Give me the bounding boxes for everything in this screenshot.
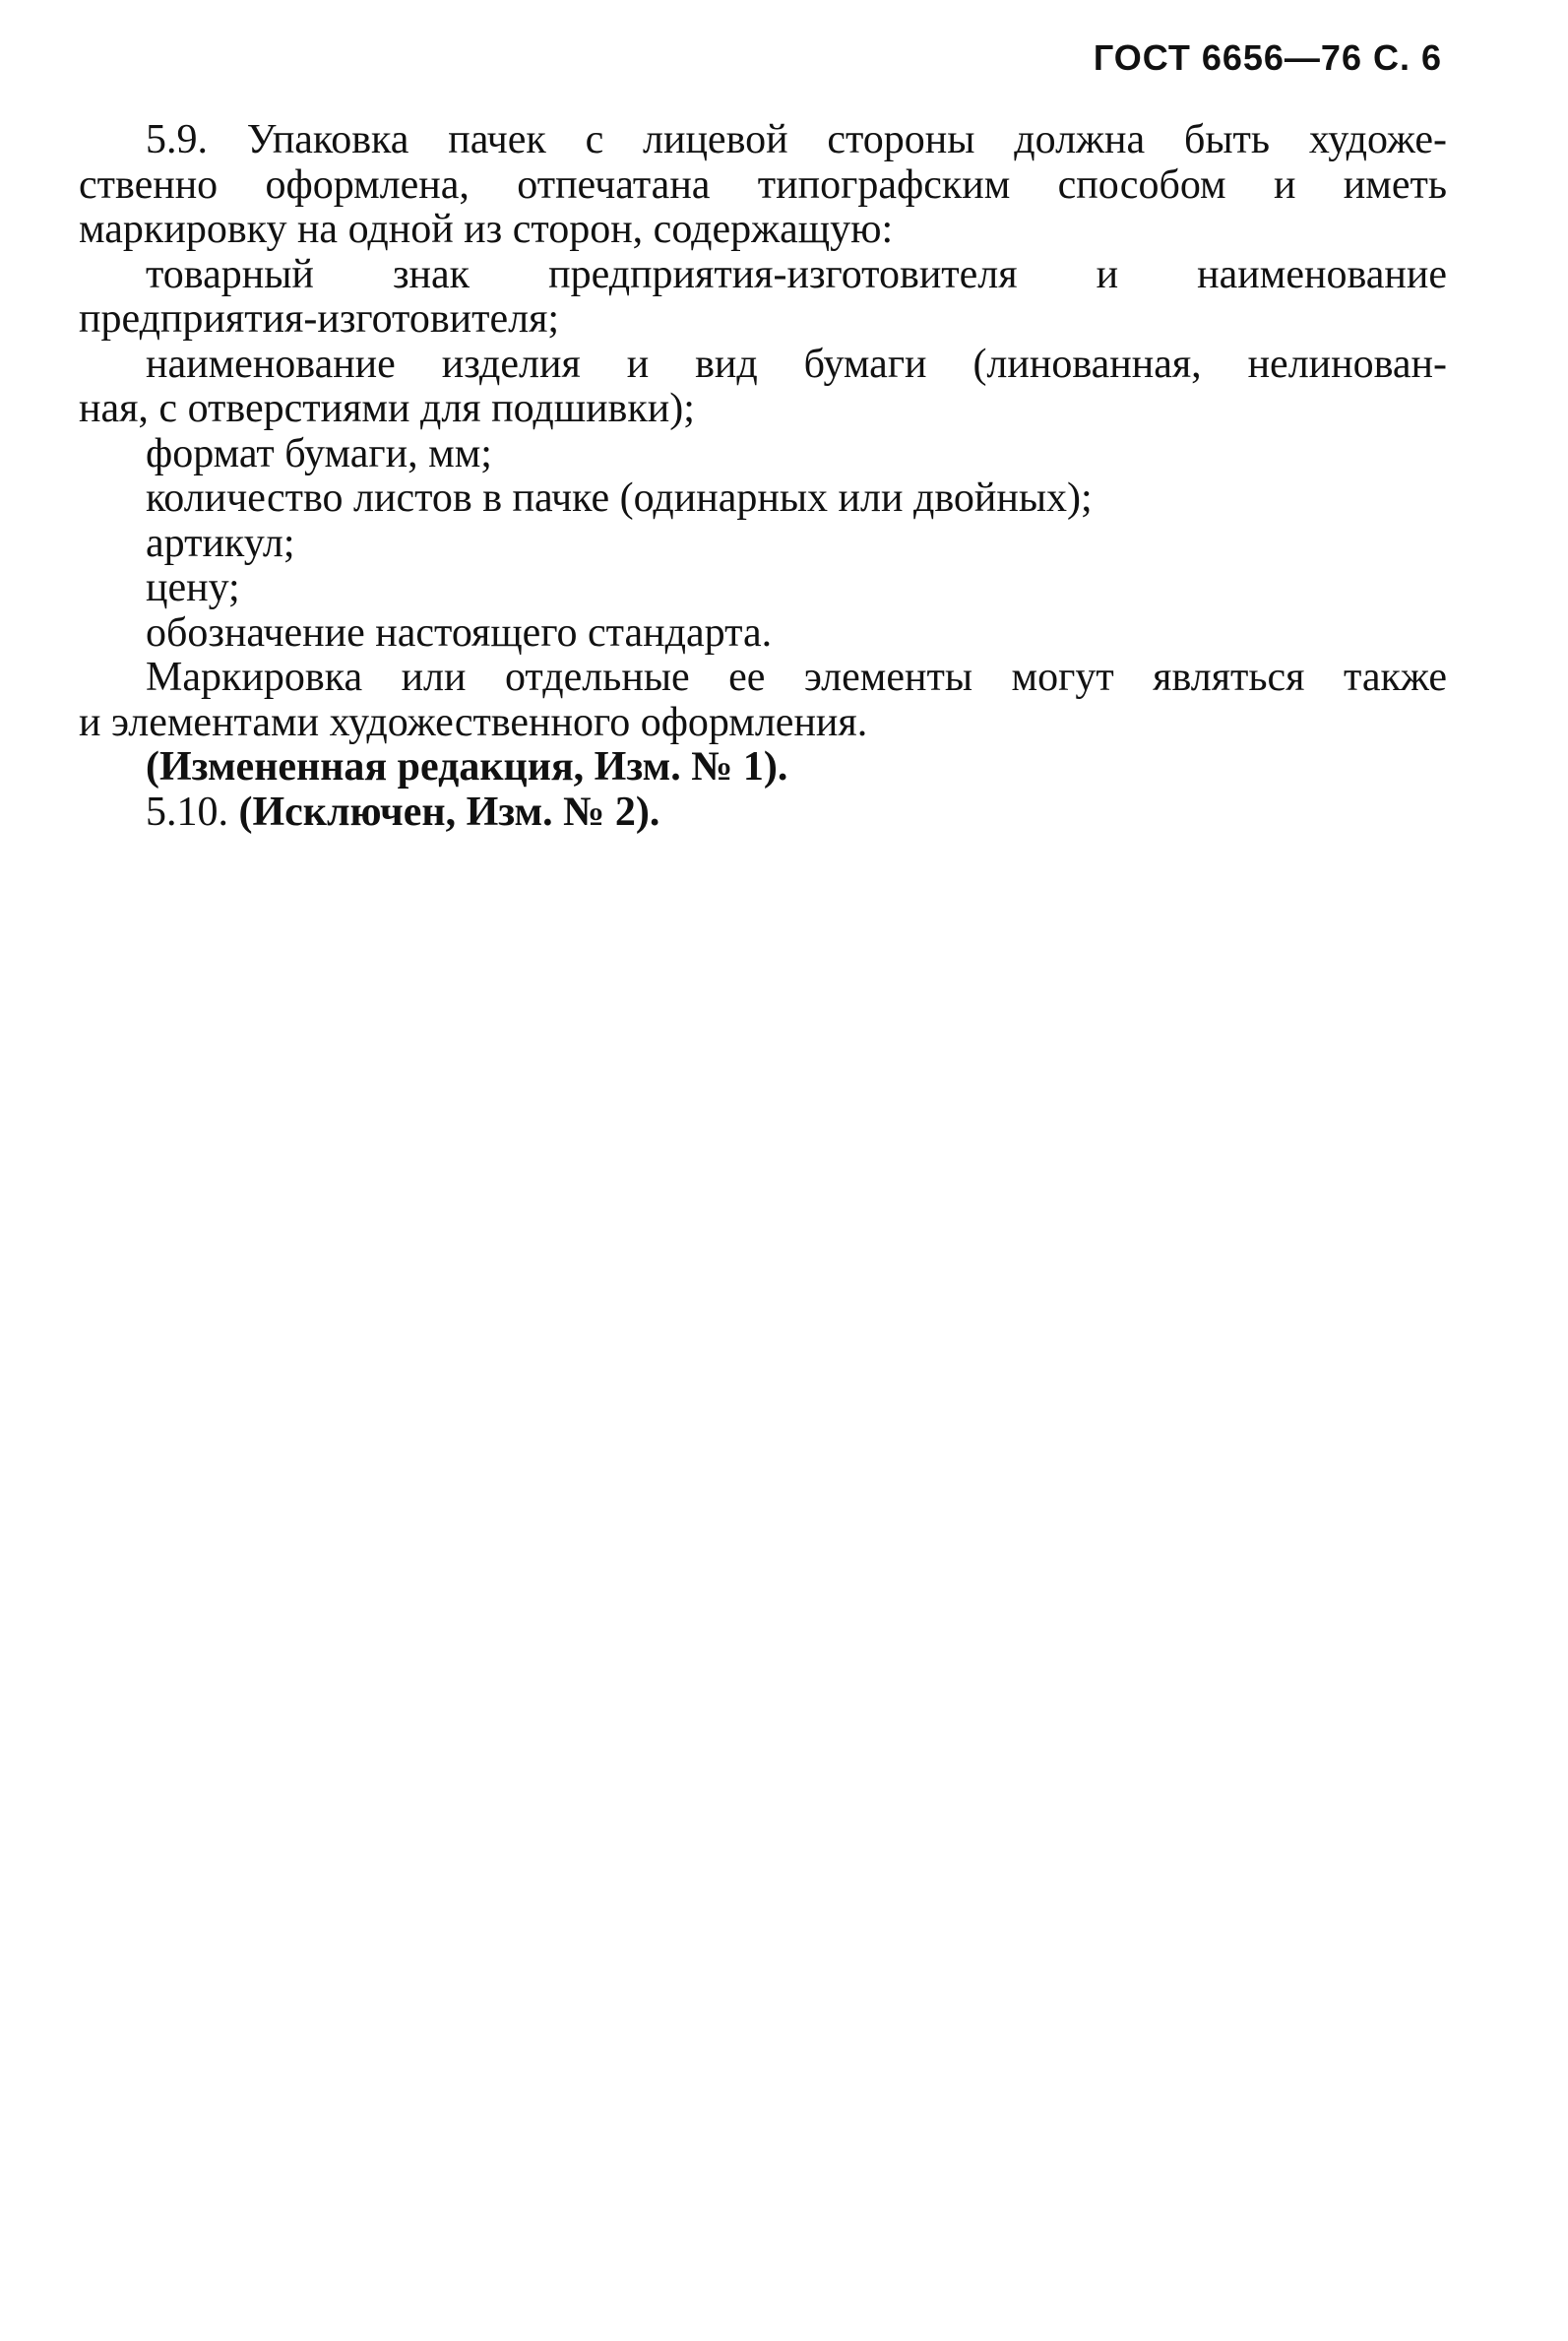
list-item: [79, 611, 1447, 657]
list-item-line: товарный знак предприятия-изготовителя и наименование: [146, 251, 1447, 297]
list-item: [79, 343, 1447, 432]
section-number: 5.10.: [146, 789, 228, 835]
paragraph-5-10: [79, 791, 1447, 836]
document-body: [79, 118, 1447, 835]
list-item-line: обозначение настоящего стандарта.: [146, 609, 773, 656]
paragraph-5-9: [79, 118, 1447, 253]
amendment-note: (Измененная редакция, Изм. № 1).: [146, 744, 788, 790]
list-item: [79, 522, 1447, 567]
note-line: и элементами художественного оформления.: [79, 699, 868, 745]
list-item-line: предприятия-изготовителя;: [79, 296, 560, 342]
list-item-line: формат бумаги, мм;: [146, 430, 492, 476]
list-item: [79, 566, 1447, 611]
page-header: ГОСТ 6656—76 С. 6: [1093, 37, 1442, 78]
marking-note: [79, 656, 1447, 745]
list-item: [79, 253, 1447, 343]
excluded-note: (Исключен, Изм. № 2).: [238, 789, 660, 835]
list-item-line: цену;: [146, 565, 240, 610]
paragraph-line: 5.9. Упаковка пачек с лицевой стороны должна быть художе-: [146, 117, 1447, 162]
list-item-line: ная, с отверстиями для подшивки);: [79, 386, 695, 431]
paragraph-line: ственно оформлена, отпечатана типографским способом и иметь: [79, 161, 1447, 208]
note-line: Маркировка или отдельные ее элементы могут являться также: [146, 655, 1447, 700]
list-item-line: наименование изделия и вид бумаги (линованная, нелинован-: [146, 341, 1447, 387]
list-item-line: артикул;: [146, 520, 295, 566]
paragraph-line: маркировку на одной из сторон, содержащую:: [79, 207, 894, 252]
list-item: [79, 432, 1447, 477]
list-item: [79, 476, 1447, 522]
marking-list: [79, 253, 1447, 657]
list-item-line: количество листов в пачке (одинарных или двойных);: [146, 475, 1093, 521]
